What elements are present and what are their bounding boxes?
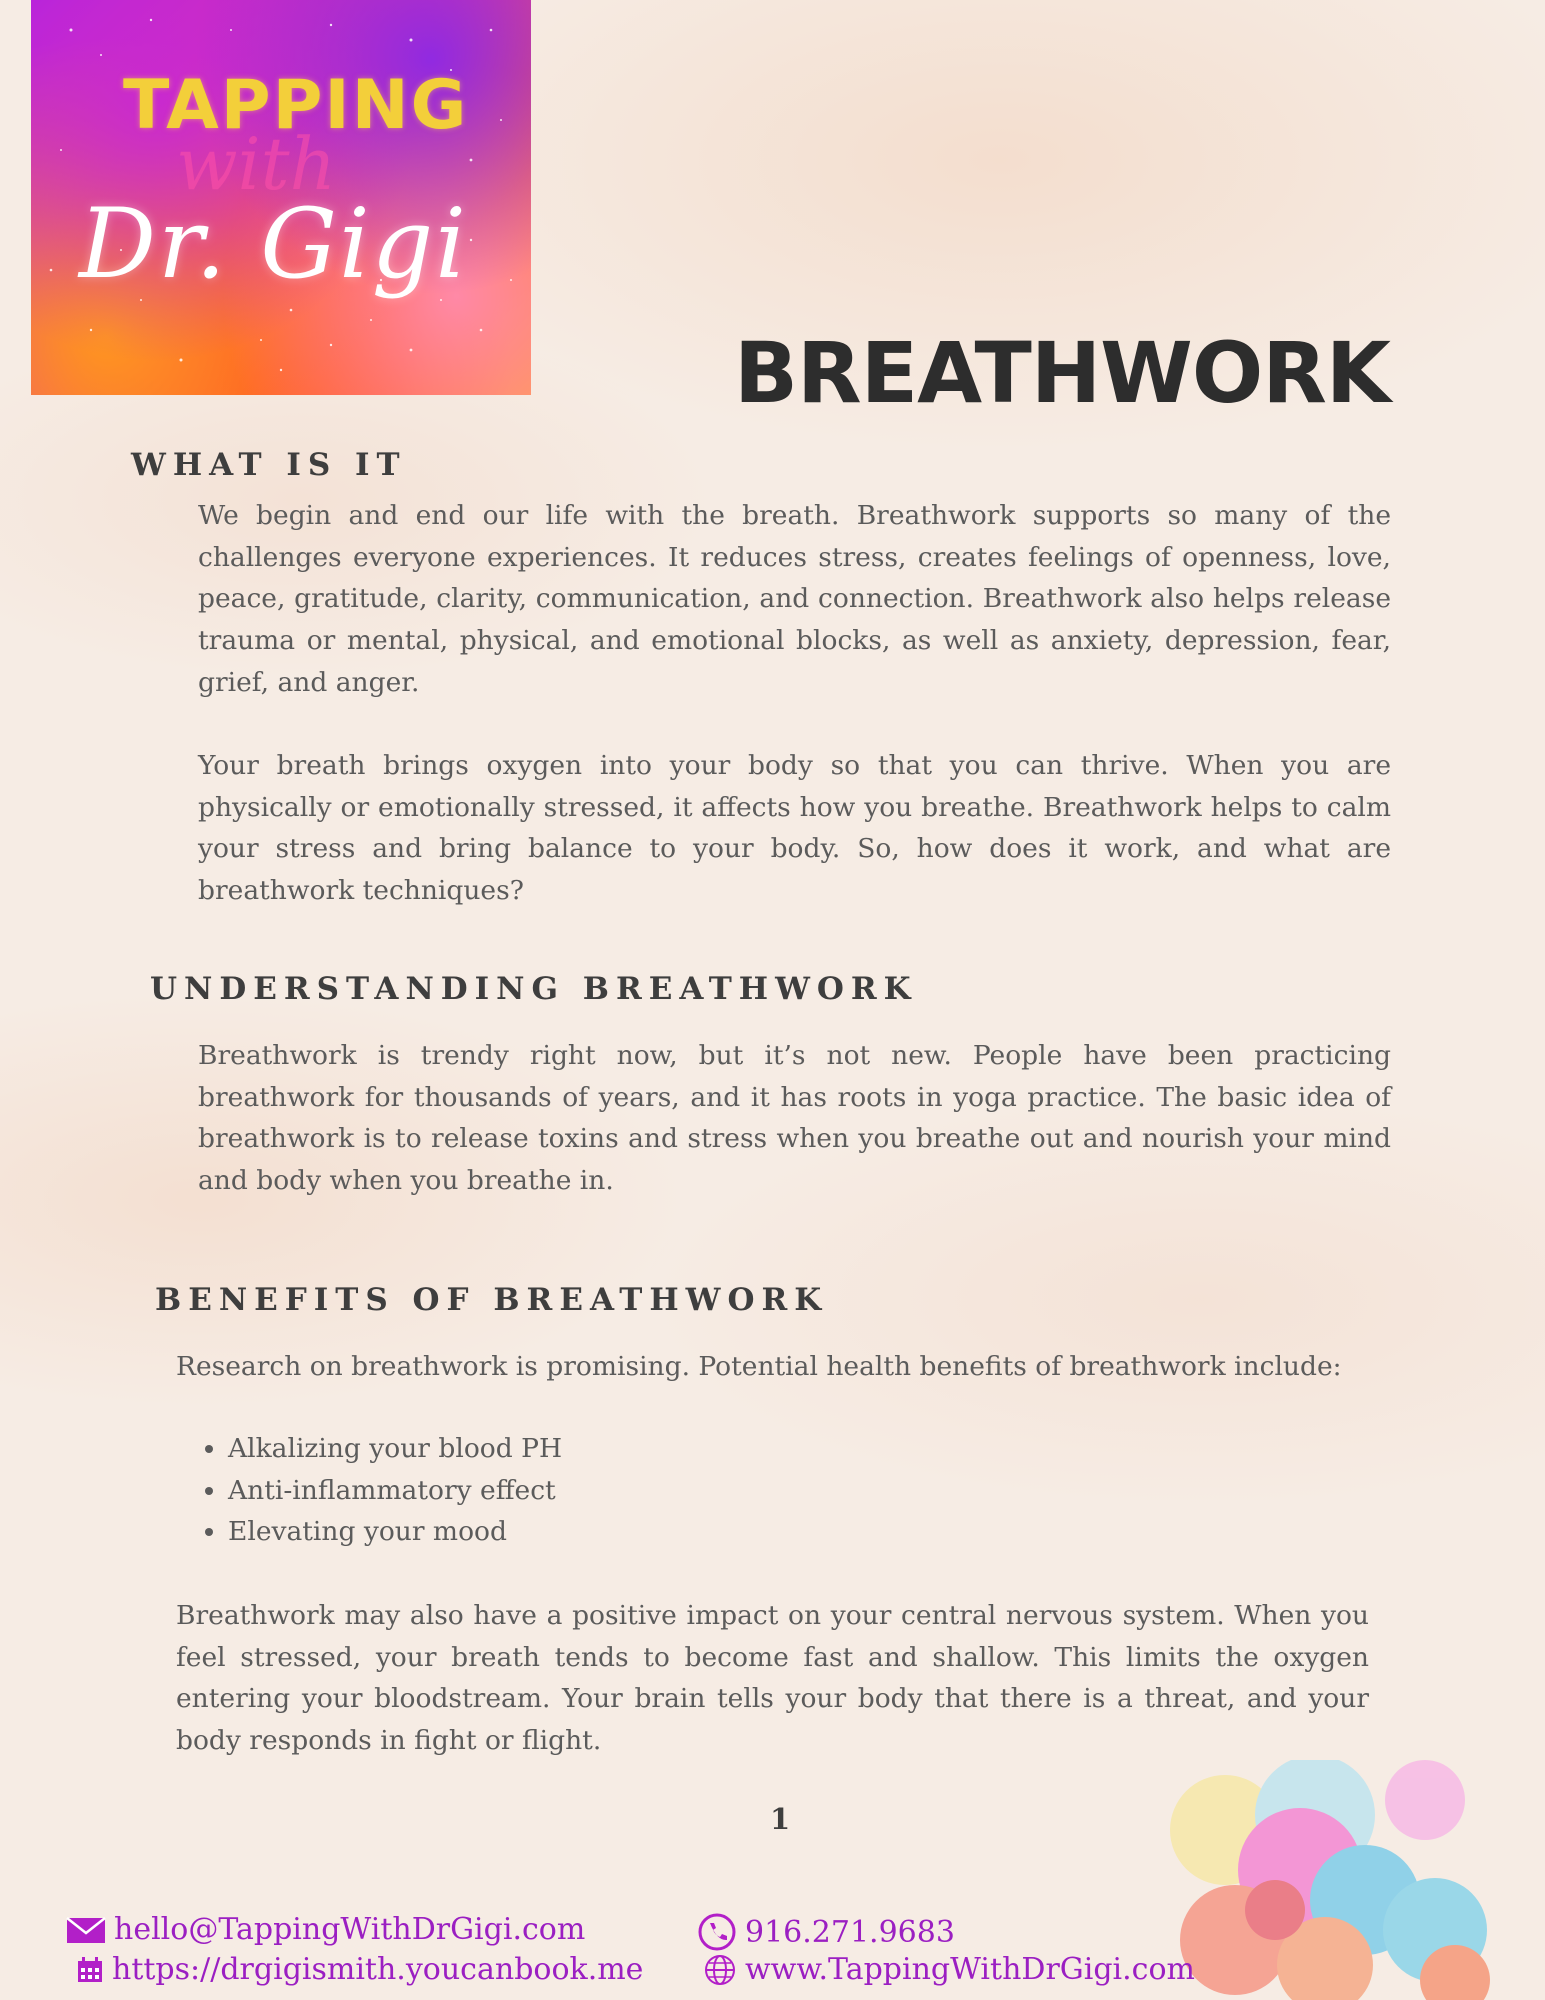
phone-link[interactable]: 916.271.9683 (745, 1914, 955, 1950)
logo-with-text: with (176, 122, 336, 206)
list-item: • Anti-inflammatory effect (228, 1470, 562, 1512)
list-item: • Alkalizing your blood PH (228, 1428, 562, 1470)
email-link[interactable]: hello@TappingWithDrGigi.com (114, 1912, 586, 1947)
page-title: BREATHWORK (733, 324, 1390, 422)
calendar-icon (76, 1956, 104, 1984)
email-contact[interactable] (66, 1912, 585, 1947)
globe-icon (703, 1953, 737, 1987)
benefits-list (168, 1428, 562, 1553)
understanding-paragraph: Breathwork is trendy right now, but it’s not new. People have been practicing breathwork for thousands of years, and it has roots in yoga practice. The basic idea of breathwork is to release toxins and stress when you breathe out and nourish your mind and body when you breathe in. (198, 1040, 1391, 1197)
website-contact[interactable] (703, 1952, 1195, 1987)
booking-contact[interactable] (76, 1952, 643, 1987)
phone-contact[interactable] (697, 1912, 955, 1952)
benefits-paragraph-2: Breathwork may also have a positive impact on your central nervous system. When you feel stressed, your breath tends to become fast and shallow. This limits the oxygen entering your bloodstream. Your brain tells your body that there is a threat, and your body responds in fight or flight. (176, 1600, 1369, 1757)
logo-name-text: Dr. Gigi (79, 188, 468, 300)
heading-benefits: BENEFITS OF BREATHWORK (155, 1282, 829, 1318)
heading-understanding: UNDERSTANDING BREATHWORK (150, 971, 918, 1007)
list-item: • Elevating your mood (228, 1511, 562, 1553)
heading-what-is-it: WHAT IS IT (131, 447, 407, 483)
page-number: 1 (770, 1802, 791, 1836)
benefits-intro: Research on breathwork is promising. Potential health benefits of breathwork include: (176, 1351, 1342, 1382)
website-link[interactable]: www.TappingWithDrGigi.com (745, 1952, 1195, 1987)
what-paragraph-2: Your breath brings oxygen into your body so that you can thrive. When you are physically or emotionally stressed, it affects how you breathe. Breathwork helps to calm your stress and bring balance to your body. So, how does it work, and what are breathwork techniques? (198, 750, 1391, 907)
what-paragraph-1: We begin and end our life with the breath. Breathwork supports so many of the challenges everyone experiences. It reduces stress, creates feelings of openness, love, peace, gratitude, clarity, communication, and connection. Breathwork also helps release trauma or mental, physical, and emotional blocks, as well as anxiety, depression, fear, grief, and anger. (198, 500, 1391, 698)
logo (31, 0, 531, 395)
logo-tapping-text: TAPPING (123, 66, 469, 145)
watercolor-decoration (1165, 1760, 1500, 2000)
booking-link[interactable]: https://drgigismith.youcanbook.me (112, 1952, 644, 1987)
envelope-icon (66, 1915, 106, 1945)
phone-icon (697, 1912, 737, 1952)
